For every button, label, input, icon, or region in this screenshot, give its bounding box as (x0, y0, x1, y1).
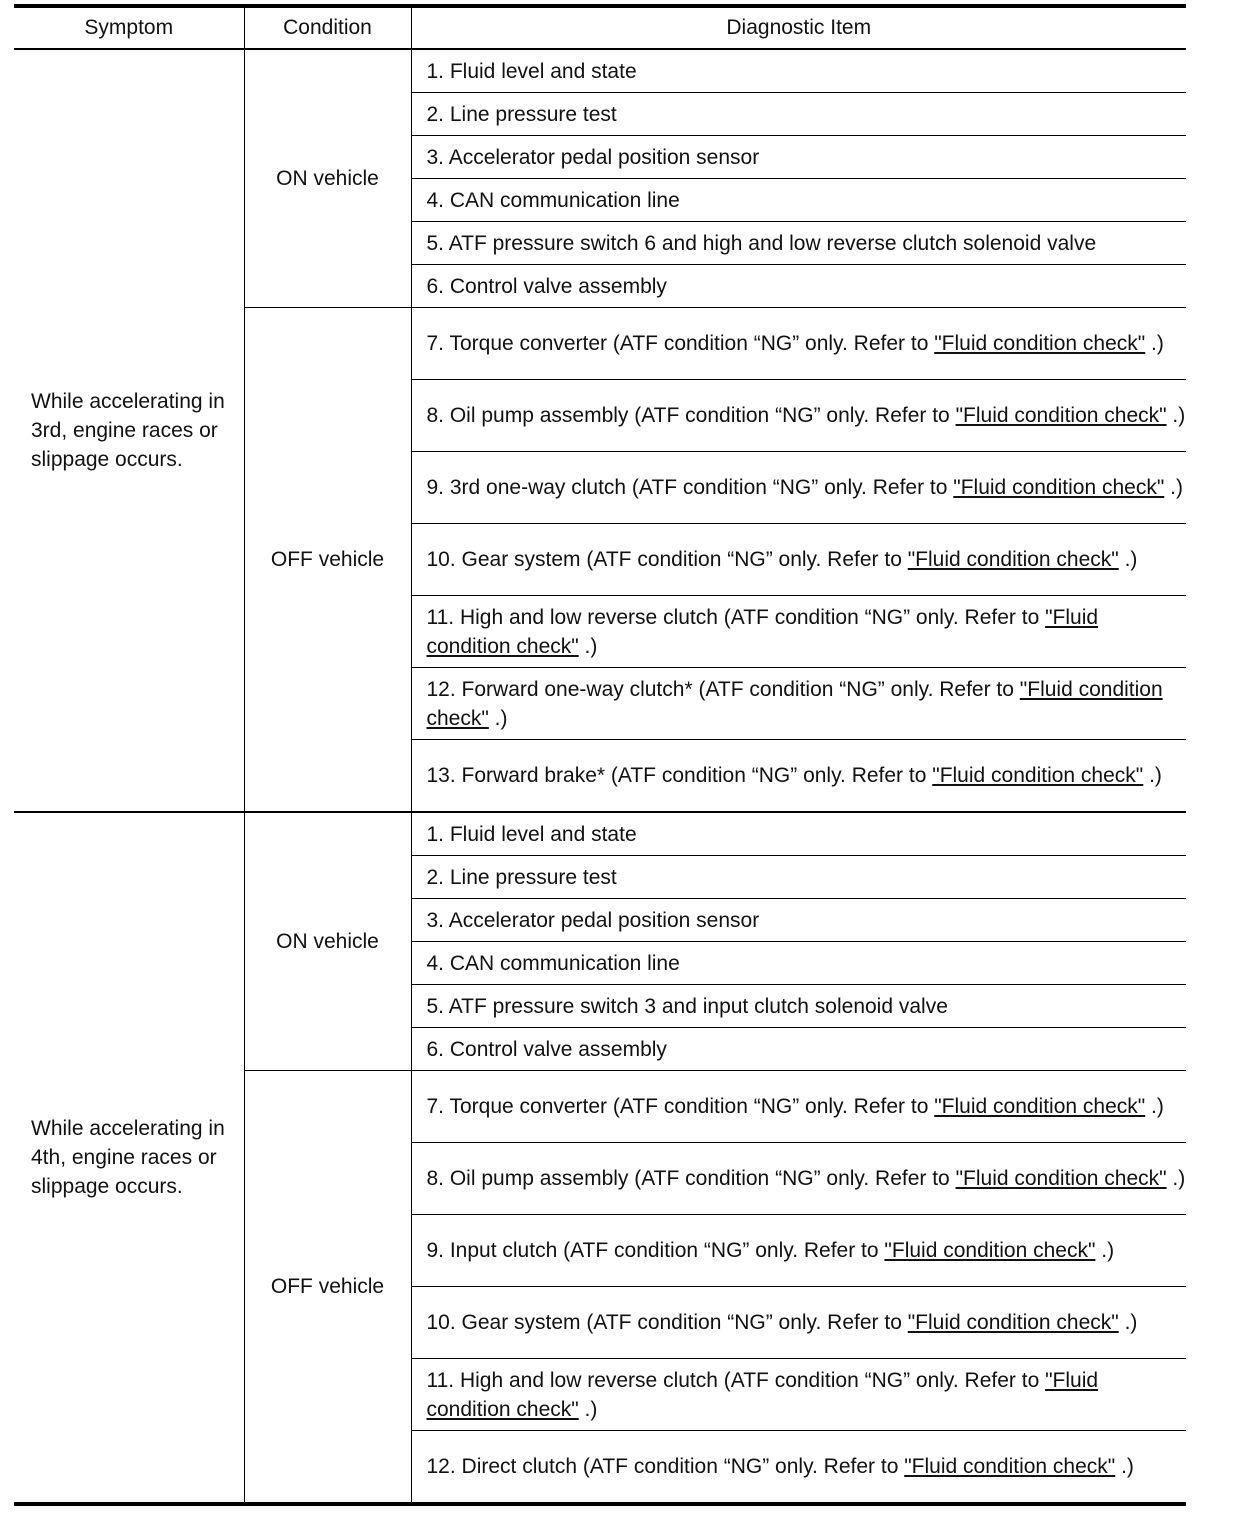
diagnostic-item-text: 2. Line pressure test (426, 102, 617, 126)
fluid-condition-check-link[interactable]: "Fluid condition check" (426, 605, 1099, 658)
diagnostic-item-cell (411, 812, 1186, 856)
diagnostic-item-text: 8. Oil pump assembly (ATF condition “NG” only. Refer to (426, 1167, 956, 1190)
diagnostic-item-cell (411, 179, 1186, 222)
diagnostic-item-suffix: .) (1118, 1311, 1138, 1334)
diagnostic-item-suffix: .) (1095, 1239, 1115, 1262)
diagnostic-item-suffix: .) (1166, 1167, 1186, 1190)
symptom-cell: While accelerating in 3rd, engine races or slippage occurs. (14, 49, 244, 812)
diagnostic-item-text: 5. ATF pressure switch 3 and input clutch solenoid valve (426, 994, 948, 1018)
fluid-condition-check-link[interactable]: "Fluid condition check" (934, 1095, 1146, 1118)
diagnostic-item-text: 8. Oil pump assembly (ATF condition “NG” only. Refer to (426, 404, 956, 427)
diagnostic-item-text: 9. Input clutch (ATF condition “NG” only. Refer to (426, 1239, 885, 1262)
diagnostic-item-suffix: .) (1143, 764, 1162, 787)
diagnostic-item-text: 5. ATF pressure switch 6 and high and low reverse clutch solenoid valve (426, 231, 1097, 255)
diagnostic-item-text: 12. Direct clutch (ATF condition “NG” only. Refer to (426, 1455, 905, 1478)
fluid-condition-check-link[interactable]: "Fluid condition check" (932, 764, 1144, 787)
diagnostic-item-cell (411, 49, 1186, 93)
diagnostic-item-cell (411, 596, 1186, 668)
condition-cell: ON vehicle (244, 49, 411, 308)
diagnostic-item-suffix: .) (1145, 1095, 1164, 1118)
diagnostic-item-text: 10. Gear system (ATF condition “NG” only. Refer to (426, 1311, 908, 1334)
fluid-condition-check-link[interactable]: "Fluid condition check" (955, 1167, 1167, 1190)
diagnostic-item-suffix: .) (1115, 1455, 1134, 1478)
diagnostic-item-cell (411, 1028, 1186, 1071)
diagnostic-item-suffix: .) (578, 1397, 598, 1421)
condition-cell: OFF vehicle (244, 308, 411, 813)
diagnostic-item-suffix: .) (578, 634, 598, 658)
diagnostic-item-cell (411, 899, 1186, 942)
diagnostic-item-cell (411, 1359, 1186, 1431)
diagnostic-item-text: 1. Fluid level and state (426, 59, 637, 83)
diagnostic-item-cell (411, 1215, 1186, 1287)
diagnostic-item-cell (411, 93, 1186, 136)
diagnostic-item-cell (411, 222, 1186, 265)
diagnostic-item-cell (411, 1143, 1186, 1215)
header-row (14, 6, 1186, 49)
diagnostic-item-text: 4. CAN communication line (426, 188, 680, 212)
condition-cell: ON vehicle (244, 812, 411, 1071)
diagnostic-item-cell (411, 265, 1186, 308)
diagnostic-item-cell (411, 740, 1186, 813)
table-body (14, 49, 1186, 1504)
diagnostic-item-cell (411, 308, 1186, 380)
fluid-condition-check-link[interactable]: "Fluid condition check" (884, 1239, 1096, 1262)
diagnostic-item-suffix: .) (1118, 548, 1138, 571)
diagnostic-item-cell (411, 942, 1186, 985)
diagnostic-item-cell (411, 856, 1186, 899)
diagnostic-table (14, 4, 1186, 1506)
diagnostic-item-suffix: .) (1164, 476, 1183, 499)
diagnostic-item-cell (411, 985, 1186, 1028)
diagnostic-item-text: 13. Forward brake* (ATF condition “NG” only. Refer to (426, 764, 933, 787)
diagnostic-item-cell (411, 668, 1186, 740)
header-symptom: Symptom (14, 6, 244, 49)
diagnostic-item-text: 1. Fluid level and state (426, 822, 637, 846)
diagnostic-item-text: 6. Control valve assembly (426, 274, 667, 298)
fluid-condition-check-link[interactable]: "Fluid condition check" (904, 1455, 1116, 1478)
diagnostic-item-text: 12. Forward one-way clutch* (ATF condition “NG” only. Refer to (426, 677, 1020, 701)
fluid-condition-check-link[interactable]: "Fluid condition check" (934, 332, 1146, 355)
condition-cell: OFF vehicle (244, 1071, 411, 1505)
diagnostic-item-text: 4. CAN communication line (426, 951, 680, 975)
diagnostic-item-cell (411, 524, 1186, 596)
diagnostic-item-cell (411, 136, 1186, 179)
diagnostic-item-cell (411, 1431, 1186, 1505)
diagnostic-item-cell (411, 452, 1186, 524)
table-row (14, 49, 1186, 93)
diagnostic-item-cell (411, 1071, 1186, 1143)
fluid-condition-check-link[interactable]: "Fluid condition check" (953, 476, 1165, 499)
fluid-condition-check-link[interactable]: "Fluid condition check" (426, 677, 1163, 730)
diagnostic-item-text: 3. Accelerator pedal position sensor (426, 908, 760, 932)
diagnostic-item-suffix: .) (1166, 404, 1186, 427)
diagnostic-item-suffix: .) (1145, 332, 1164, 355)
fluid-condition-check-link[interactable]: "Fluid condition check" (907, 548, 1119, 571)
fluid-condition-check-link[interactable]: "Fluid condition check" (426, 1368, 1099, 1421)
diagnostic-item-text: 3. Accelerator pedal position sensor (426, 145, 760, 169)
diagnostic-item-text: 10. Gear system (ATF condition “NG” only. Refer to (426, 548, 908, 571)
header-condition: Condition (244, 6, 411, 49)
diagnostic-item-text: 7. Torque converter (ATF condition “NG” only. Refer to (426, 1095, 935, 1118)
diagnostic-item-cell (411, 380, 1186, 452)
symptom-cell: While accelerating in 4th, engine races or slippage occurs. (14, 812, 244, 1504)
diagnostic-item-text: 11. High and low reverse clutch (ATF condition “NG” only. Refer to (426, 1368, 1046, 1392)
fluid-condition-check-link[interactable]: "Fluid condition check" (955, 404, 1167, 427)
diagnostic-item-text: 2. Line pressure test (426, 865, 617, 889)
fluid-condition-check-link[interactable]: "Fluid condition check" (907, 1311, 1119, 1334)
diagnostic-item-cell (411, 1287, 1186, 1359)
diagnostic-item-text: 6. Control valve assembly (426, 1037, 667, 1061)
table-row (14, 812, 1186, 856)
diagnostic-item-text: 11. High and low reverse clutch (ATF condition “NG” only. Refer to (426, 605, 1046, 629)
diagnostic-item-text: 9. 3rd one-way clutch (ATF condition “NG” only. Refer to (426, 476, 954, 499)
diagnostic-item-text: 7. Torque converter (ATF condition “NG” only. Refer to (426, 332, 935, 355)
header-diagnostic-item: Diagnostic Item (411, 6, 1186, 49)
diagnostic-item-suffix: .) (488, 706, 508, 730)
